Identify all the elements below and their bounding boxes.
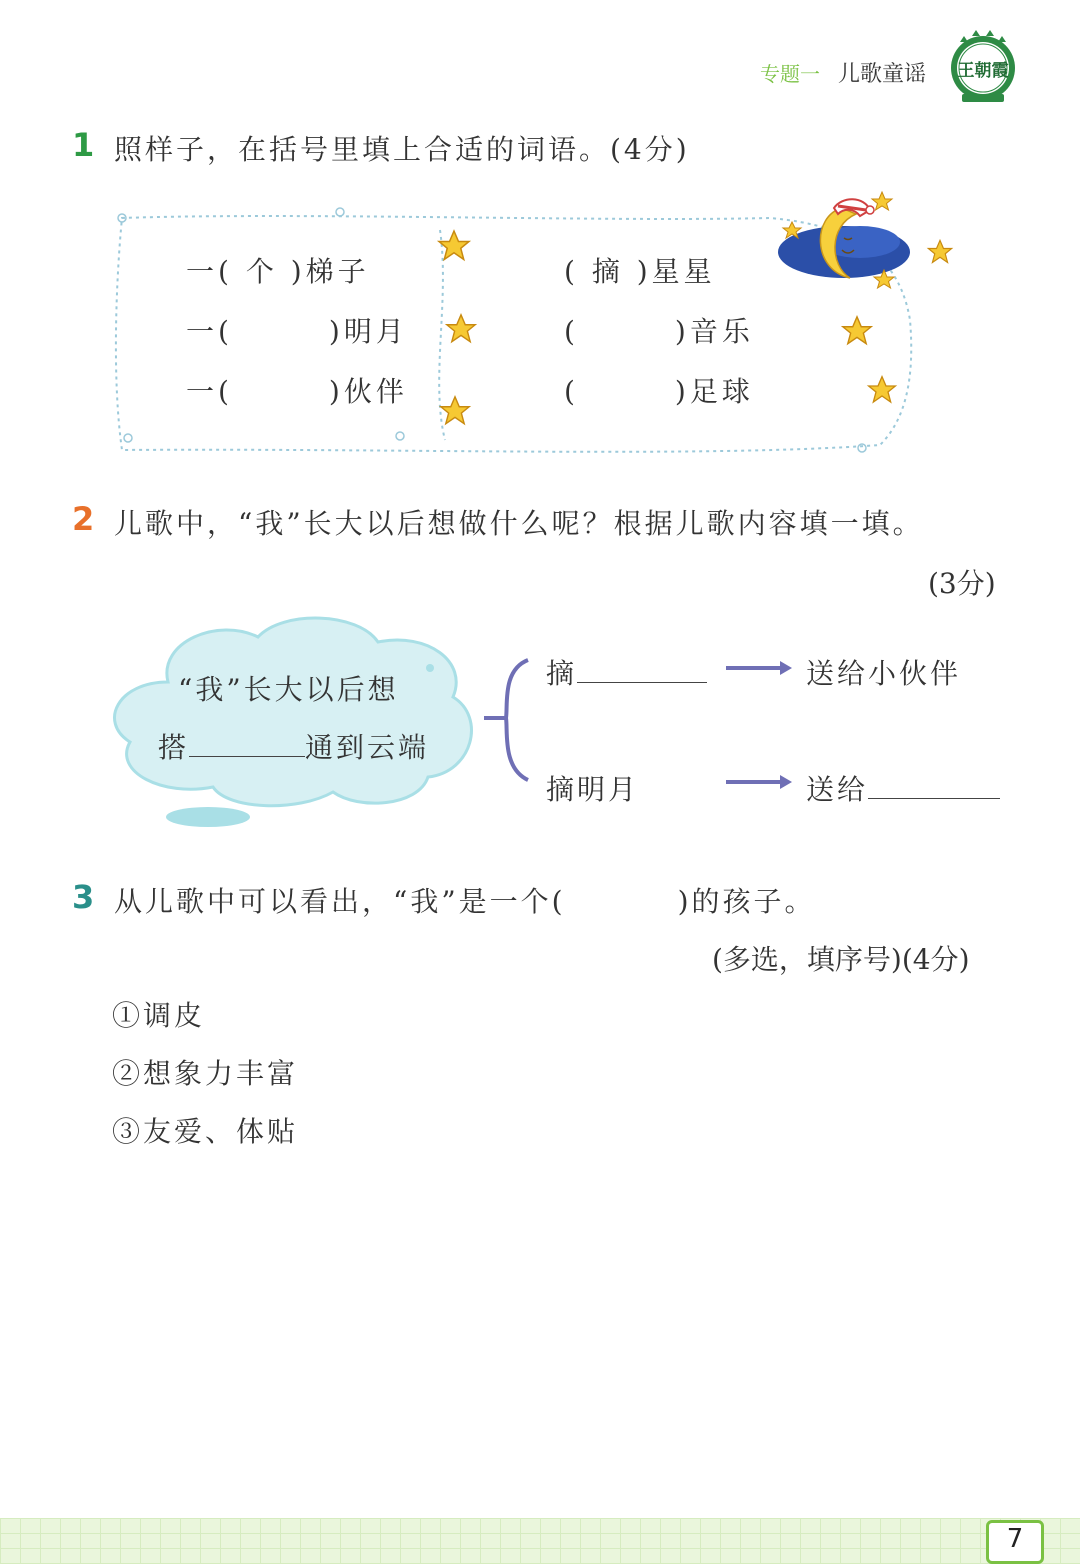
q3-option-3: ③友爱、体贴	[112, 1115, 299, 1148]
header-title: 儿歌童谣	[838, 62, 927, 87]
cloud-line-2-suffix: 通到云端	[305, 731, 430, 764]
cloud-line-2	[158, 726, 429, 766]
q1-right-item-2: ( )音乐	[564, 315, 754, 348]
star-icon	[866, 374, 898, 406]
q1-right-item-1: ( 摘 )星星	[564, 255, 716, 288]
q3-option-1: ①调皮	[112, 999, 206, 1032]
branch-2-left: 摘明月	[546, 773, 640, 806]
cloud-line-1: “我”长大以后想	[178, 673, 399, 706]
brace-icon	[480, 656, 540, 786]
question-1-text: 照样子，在括号里填上合适的词语。(4分)	[114, 133, 690, 166]
branch-1-right: 送给小伙伴	[806, 657, 962, 690]
q1-left-item-3: 一( )伙伴	[186, 375, 408, 408]
question-3-text	[114, 880, 816, 920]
answer-blank-pick[interactable]	[577, 682, 707, 683]
q1-left-item-1: 一( 个 )梯子	[186, 255, 370, 288]
footer-grid-band	[0, 1518, 1080, 1564]
q3-option-2: ②想象力丰富	[112, 1057, 299, 1090]
branch-1-verb: 摘	[546, 657, 578, 690]
star-icon	[436, 228, 472, 264]
star-icon	[438, 394, 472, 428]
question-3-score: (多选，填序号)(4分)	[712, 943, 970, 976]
branch-2-right	[806, 768, 1000, 808]
thought-cloud-icon	[108, 612, 488, 832]
q1-right-item-3: ( )足球	[564, 375, 754, 408]
question-2-score: (3分)	[928, 567, 996, 600]
answer-blank-bridge[interactable]	[189, 756, 305, 757]
star-icon	[840, 314, 874, 348]
header-topic: 专题一	[760, 62, 820, 86]
question-1-number: 1	[72, 126, 95, 164]
branch-1-left	[546, 652, 707, 692]
answer-blank-give[interactable]	[868, 798, 1000, 799]
cloud-line-2-prefix: 搭	[158, 731, 190, 764]
moon-illustration-icon	[772, 186, 922, 296]
star-icon	[926, 238, 954, 266]
star-icon	[444, 312, 478, 346]
question-3-text-prefix: 从儿歌中可以看出，“我”是一个(	[114, 885, 566, 918]
q1-left-item-2: 一( )明月	[186, 315, 408, 348]
question-2-text: 儿歌中，“我”长大以后想做什么呢？根据儿歌内容填一填。	[114, 507, 924, 540]
brand-logo-text: 王朝霞	[957, 61, 1009, 81]
arrow-right-icon	[724, 772, 794, 792]
branch-2-verb: 送给	[806, 773, 869, 806]
page-number: 7	[1006, 1524, 1024, 1554]
question-3-number: 3	[72, 878, 95, 916]
question-3-text-suffix: )的孩子。	[677, 885, 816, 918]
question-2-number: 2	[72, 500, 95, 538]
arrow-right-icon	[724, 658, 794, 678]
